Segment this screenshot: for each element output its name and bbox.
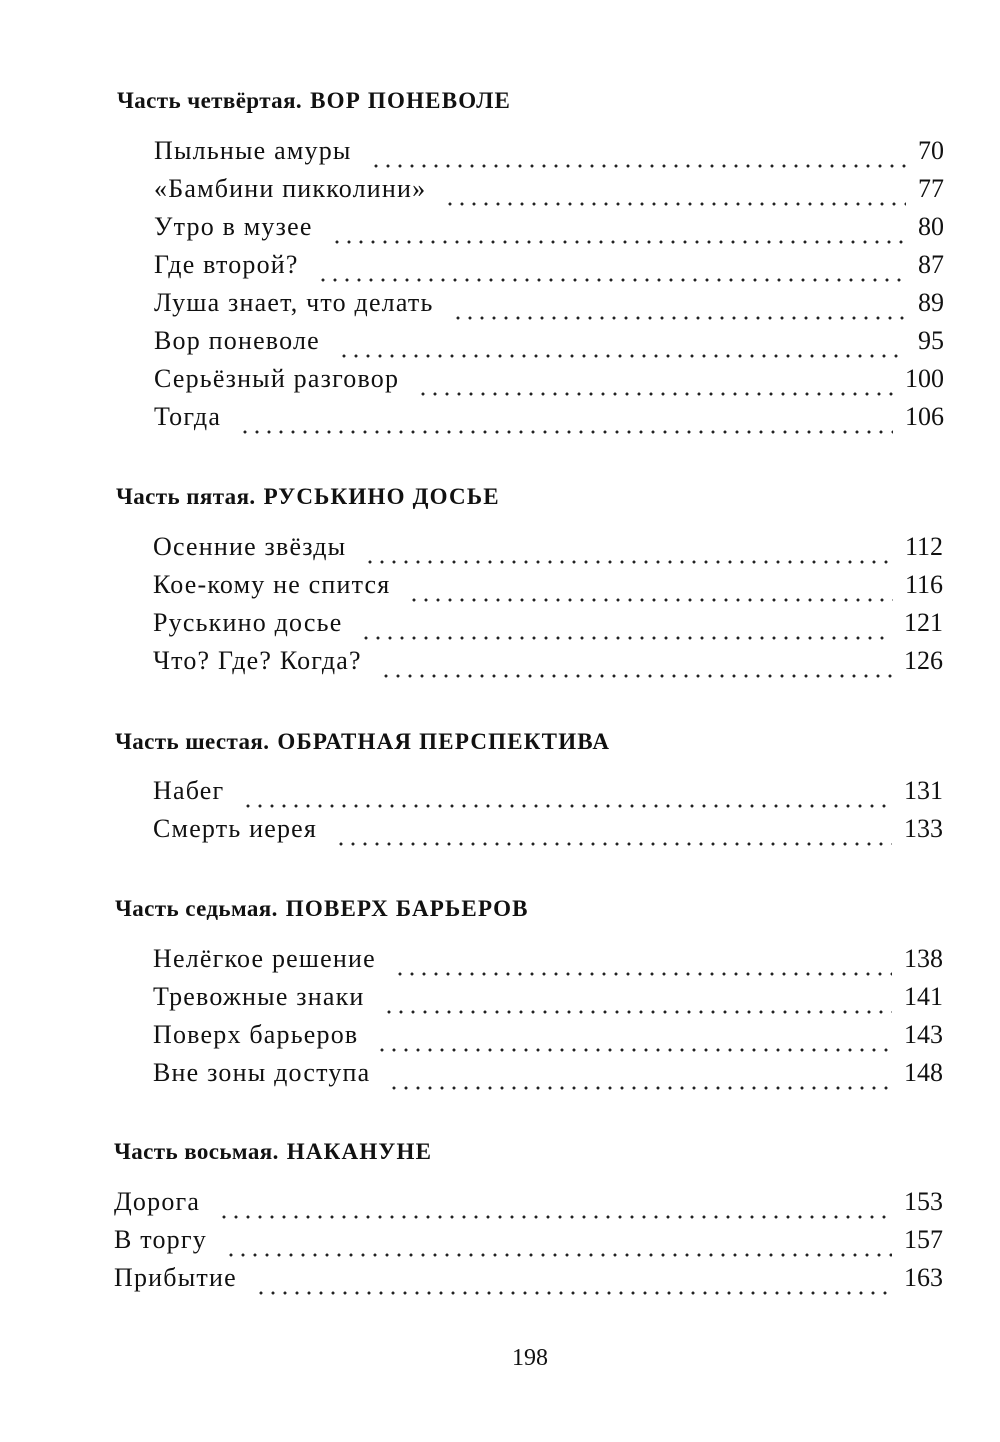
entry-page: 163: [904, 1263, 943, 1292]
entry-page: 87: [918, 250, 944, 279]
part-title: ПОВЕРХ БАРЬЕРОВ: [285, 896, 529, 921]
toc-entry[interactable]: [154, 136, 944, 174]
entry-page: 70: [918, 136, 944, 165]
entry-title: Серьёзный разговор: [154, 364, 400, 393]
dot-leader: [317, 254, 906, 284]
entry-page: 133: [904, 814, 943, 843]
entry-page: 89: [918, 288, 944, 317]
dot-leader: [408, 574, 893, 604]
dot-leader: [335, 818, 892, 848]
part-heading: [116, 484, 500, 510]
dot-leader: [364, 536, 893, 566]
entry-page: 106: [905, 402, 944, 431]
dot-leader: [338, 330, 906, 360]
dot-leader: [452, 292, 906, 322]
dot-leader: [417, 368, 893, 398]
entry-title: Луша знает, что делать: [154, 288, 434, 317]
toc-entry[interactable]: [153, 608, 943, 646]
entry-title: Вор поневоле: [154, 326, 320, 355]
entry-page: 116: [904, 570, 943, 599]
part-title: РУСЬКИНО ДОСЬЕ: [263, 484, 500, 509]
entry-title: Где второй?: [154, 250, 299, 279]
toc-entry[interactable]: [153, 944, 943, 982]
dot-leader: [394, 948, 892, 978]
entry-page: 126: [904, 646, 943, 675]
dot-leader: [388, 1062, 892, 1092]
dot-leader: [255, 1267, 892, 1297]
entry-page: 131: [904, 776, 943, 805]
toc-entry[interactable]: [153, 1058, 943, 1096]
toc-entry[interactable]: [153, 982, 943, 1020]
toc-entry[interactable]: [154, 364, 944, 402]
dot-leader: [444, 178, 906, 208]
entry-page: 148: [904, 1058, 943, 1087]
entry-title: В торгу: [114, 1225, 207, 1254]
toc-entry[interactable]: [114, 1187, 943, 1225]
dot-leader: [218, 1191, 892, 1221]
entry-title: Кое-кому не спится: [153, 570, 391, 599]
toc-entry[interactable]: [154, 288, 944, 326]
entry-page: 141: [904, 982, 943, 1011]
part-label: Часть шестая.: [115, 729, 270, 754]
entry-title: Вне зоны доступа: [153, 1058, 371, 1087]
toc-entry[interactable]: [154, 326, 944, 364]
part-title: НАКАНУНЕ: [286, 1139, 433, 1164]
part-label: Часть четвёртая.: [117, 88, 303, 113]
part-title: ОБРАТНАЯ ПЕРСПЕКТИВА: [277, 729, 611, 754]
part-title: ВОР ПОНЕВОЛЕ: [310, 88, 512, 113]
entry-title: Смерть иерея: [153, 814, 318, 843]
toc-entry[interactable]: [154, 250, 944, 288]
entry-page: 95: [918, 326, 944, 355]
dot-leader: [376, 1024, 892, 1054]
page-number: 198: [512, 1345, 548, 1371]
toc-entry[interactable]: [153, 570, 943, 608]
entry-page: 100: [905, 364, 944, 393]
part-heading: [115, 729, 610, 755]
part-label: Часть пятая.: [116, 484, 256, 509]
dot-leader: [225, 1229, 892, 1259]
entry-page: 138: [904, 944, 943, 973]
entry-title: Поверх барьеров: [153, 1020, 359, 1049]
entry-title: Осенние звёзды: [153, 532, 347, 561]
toc-entry[interactable]: [153, 646, 943, 684]
dot-leader: [242, 780, 892, 810]
entry-title: Что? Где? Когда?: [153, 646, 362, 675]
dot-leader: [370, 140, 906, 170]
entry-page: 153: [904, 1187, 943, 1216]
dot-leader: [360, 612, 892, 642]
toc-entry[interactable]: [153, 814, 943, 852]
entry-page: 80: [918, 212, 944, 241]
toc-entry[interactable]: [114, 1225, 943, 1263]
entry-title: Руськино досье: [153, 608, 343, 637]
part-heading: [117, 88, 511, 114]
dot-leader: [331, 216, 906, 246]
dot-leader: [239, 406, 893, 436]
entry-title: Прибытие: [114, 1263, 237, 1292]
toc-entry[interactable]: [153, 532, 943, 570]
part-label: Часть восьмая.: [114, 1139, 279, 1164]
entry-title: Тогда: [154, 402, 222, 431]
entry-page: 143: [904, 1020, 943, 1049]
dot-leader: [383, 986, 892, 1016]
entry-title: Пыльные амуры: [154, 136, 352, 165]
entry-page: 157: [904, 1225, 943, 1254]
toc-entry[interactable]: [153, 1020, 943, 1058]
entry-title: Нелёгкое решение: [153, 944, 376, 973]
part-label: Часть седьмая.: [115, 896, 278, 921]
entry-title: «Бамбини пикколини»: [154, 174, 427, 203]
dot-leader: [380, 650, 892, 680]
entry-page: 112: [904, 532, 943, 561]
toc-entry[interactable]: [153, 776, 943, 814]
entry-title: Утро в музее: [154, 212, 313, 241]
entry-title: Набег: [153, 776, 225, 805]
toc-entry[interactable]: [154, 174, 944, 212]
entry-title: Тревожные знаки: [153, 982, 365, 1011]
entry-page: 121: [904, 608, 943, 637]
part-heading: [114, 1139, 432, 1165]
part-heading: [115, 896, 529, 922]
toc-entry[interactable]: [114, 1263, 943, 1301]
toc-entry[interactable]: [154, 212, 944, 250]
toc-entry[interactable]: [154, 402, 944, 440]
entry-title: Дорога: [114, 1187, 201, 1216]
entry-page: 77: [918, 174, 944, 203]
